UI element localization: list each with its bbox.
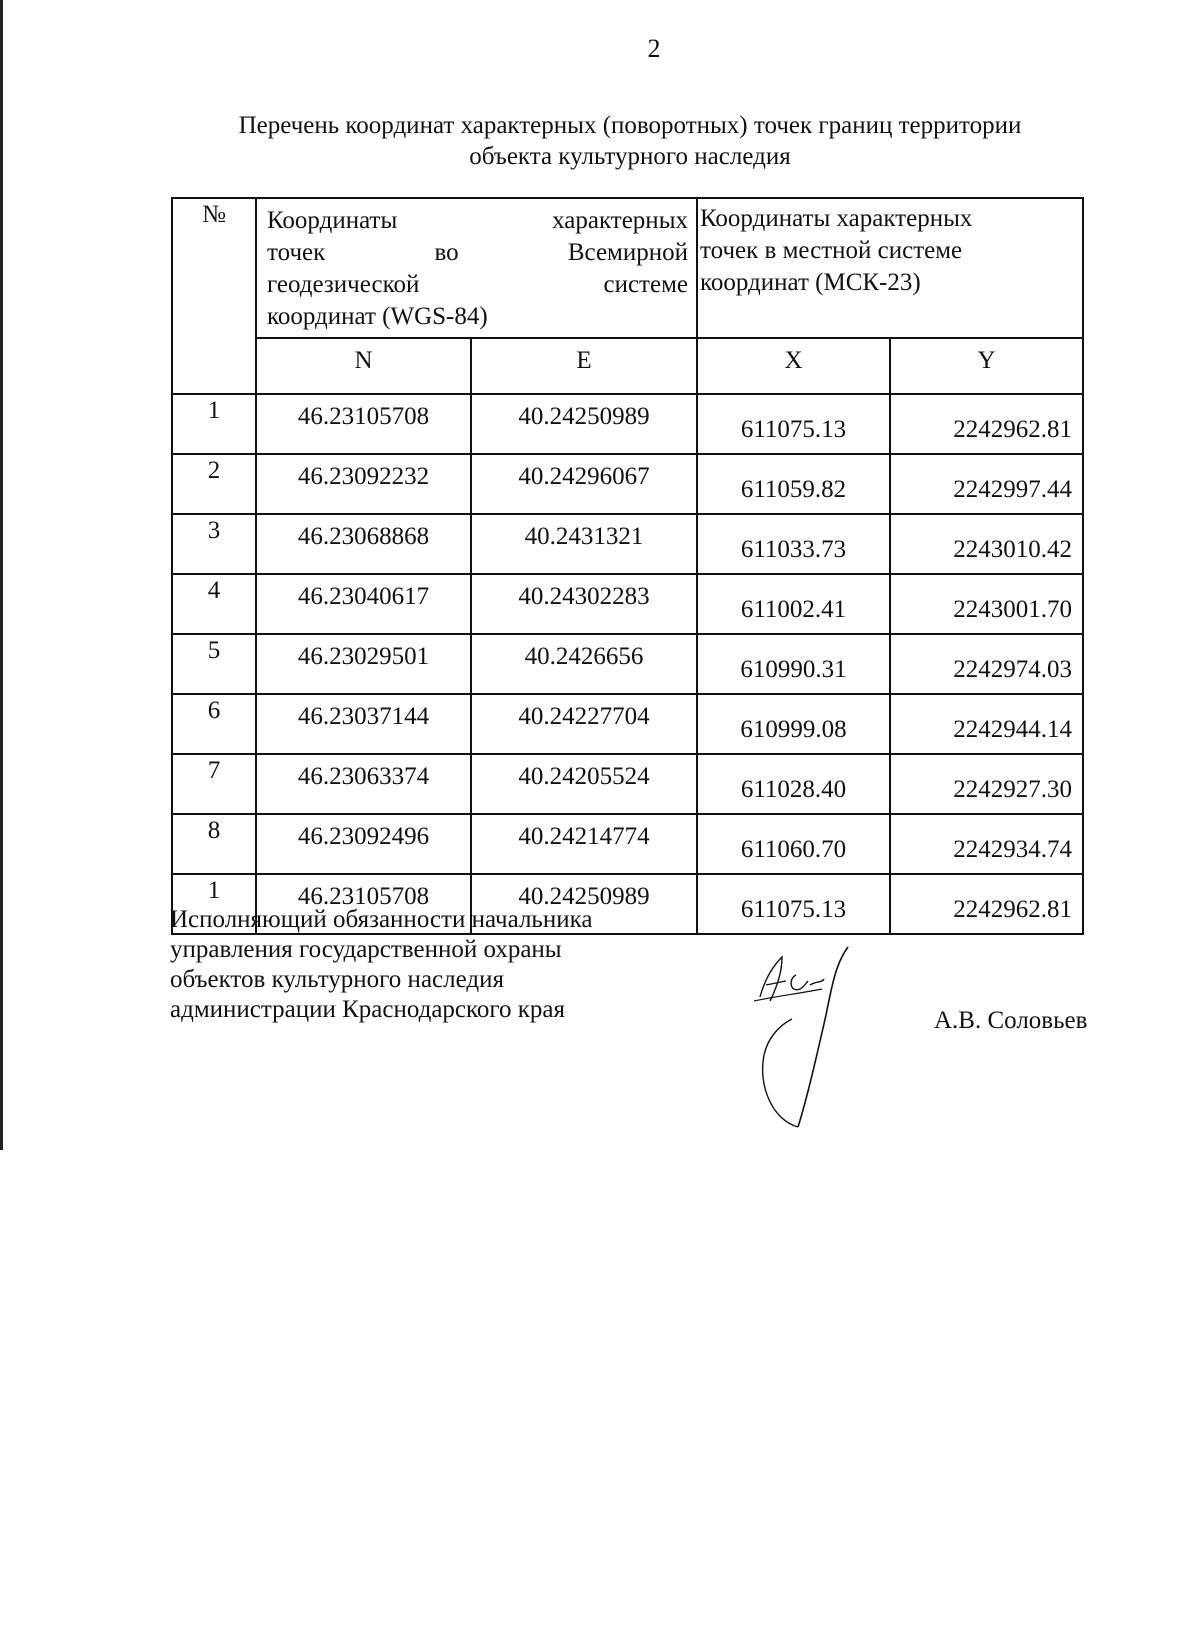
cell-latitude: 46.23040617 <box>256 574 471 634</box>
cell-longitude: 40.2431321 <box>471 514 697 574</box>
signer-name: А.В. Соловьев <box>934 1007 1088 1034</box>
cell-y: 2242962.81 <box>890 874 1083 934</box>
table-row <box>172 694 1083 754</box>
signer-position-line: Исполняющий обязанности начальника <box>170 906 593 933</box>
table-row <box>172 814 1083 874</box>
cell-x: 610999.08 <box>697 694 890 754</box>
cell-y: 2242927.30 <box>890 754 1083 814</box>
coordinates-table <box>171 197 1084 935</box>
header-wgs84-line: геодезической системе <box>267 271 688 298</box>
cell-point-number: 1 <box>172 874 256 934</box>
cell-x: 611059.82 <box>697 454 890 514</box>
header-wgs84-line: Координаты характерных <box>267 207 688 234</box>
table-row <box>172 754 1083 814</box>
header-msk23-line: Координаты характерных <box>700 205 973 232</box>
subheader-y: Y <box>890 338 1083 394</box>
cell-latitude: 46.23037144 <box>256 694 471 754</box>
cell-longitude: 40.24302283 <box>471 574 697 634</box>
cell-point-number: 6 <box>172 694 256 754</box>
header-msk23-line: точек в местной системе <box>700 237 963 264</box>
cell-longitude: 40.24227704 <box>471 694 697 754</box>
cell-latitude: 46.23092232 <box>256 454 471 514</box>
page-number: 2 <box>647 34 661 63</box>
signer-position-line: администрации Краснодарского края <box>170 996 566 1023</box>
cell-point-number: 5 <box>172 634 256 694</box>
subheader-x: X <box>697 338 890 394</box>
title-line: Перечень координат характерных (поворотных) точек границ территории <box>238 112 1022 139</box>
cell-x: 611028.40 <box>697 754 890 814</box>
cell-latitude: 46.23029501 <box>256 634 471 694</box>
header-wgs84-line: точек во Всемирной <box>267 239 688 266</box>
cell-y: 2242962.81 <box>890 394 1083 454</box>
subheader-n: N <box>256 338 471 394</box>
cell-x: 611060.70 <box>697 814 890 874</box>
table-row <box>172 454 1083 514</box>
cell-y: 2242934.74 <box>890 814 1083 874</box>
cell-y: 2242997.44 <box>890 454 1083 514</box>
handwritten-signature <box>752 945 862 1130</box>
cell-x: 611075.13 <box>697 394 890 454</box>
cell-longitude: 40.24250989 <box>471 394 697 454</box>
document-title <box>180 110 1080 172</box>
cell-x: 610990.31 <box>697 634 890 694</box>
cell-latitude: 46.23092496 <box>256 814 471 874</box>
cell-x: 611002.41 <box>697 574 890 634</box>
signer-position-line: управления государственной охраны <box>170 936 562 963</box>
cell-point-number: 1 <box>172 394 256 454</box>
cell-point-number: 4 <box>172 574 256 634</box>
cell-latitude: 46.23063374 <box>256 754 471 814</box>
cell-y: 2243001.70 <box>890 574 1083 634</box>
cell-y: 2242944.14 <box>890 694 1083 754</box>
subheader-e: E <box>471 338 697 394</box>
cell-longitude: 40.24214774 <box>471 814 697 874</box>
cell-y: 2243010.42 <box>890 514 1083 574</box>
cell-latitude: 46.23105708 <box>256 874 471 934</box>
signer-position-line: объектов культурного наследия <box>170 966 504 993</box>
title-line: объекта культурного наследия <box>469 143 791 170</box>
table-row <box>172 634 1083 694</box>
header-msk23-line: координат (МСК-23) <box>700 269 921 296</box>
table-row <box>172 394 1083 454</box>
cell-longitude: 40.24205524 <box>471 754 697 814</box>
cell-x: 611075.13 <box>697 874 890 934</box>
cell-point-number: 3 <box>172 514 256 574</box>
cell-x: 611033.73 <box>697 514 890 574</box>
cell-latitude: 46.23068868 <box>256 514 471 574</box>
cell-y: 2242974.03 <box>890 634 1083 694</box>
cell-point-number: 7 <box>172 754 256 814</box>
header-msk23 <box>697 198 1083 338</box>
cell-longitude: 40.2426656 <box>471 634 697 694</box>
cell-longitude: 40.24250989 <box>471 874 697 934</box>
cell-point-number: 8 <box>172 814 256 874</box>
header-number: № <box>172 198 256 394</box>
signer-position <box>170 905 592 1025</box>
cell-longitude: 40.24296067 <box>471 454 697 514</box>
scan-edge <box>0 0 3 1150</box>
header-wgs84-line: координат (WGS-84) <box>267 303 488 330</box>
cell-latitude: 46.23105708 <box>256 394 471 454</box>
table-row <box>172 574 1083 634</box>
header-wgs84 <box>256 198 697 338</box>
table-row <box>172 514 1083 574</box>
cell-point-number: 2 <box>172 454 256 514</box>
